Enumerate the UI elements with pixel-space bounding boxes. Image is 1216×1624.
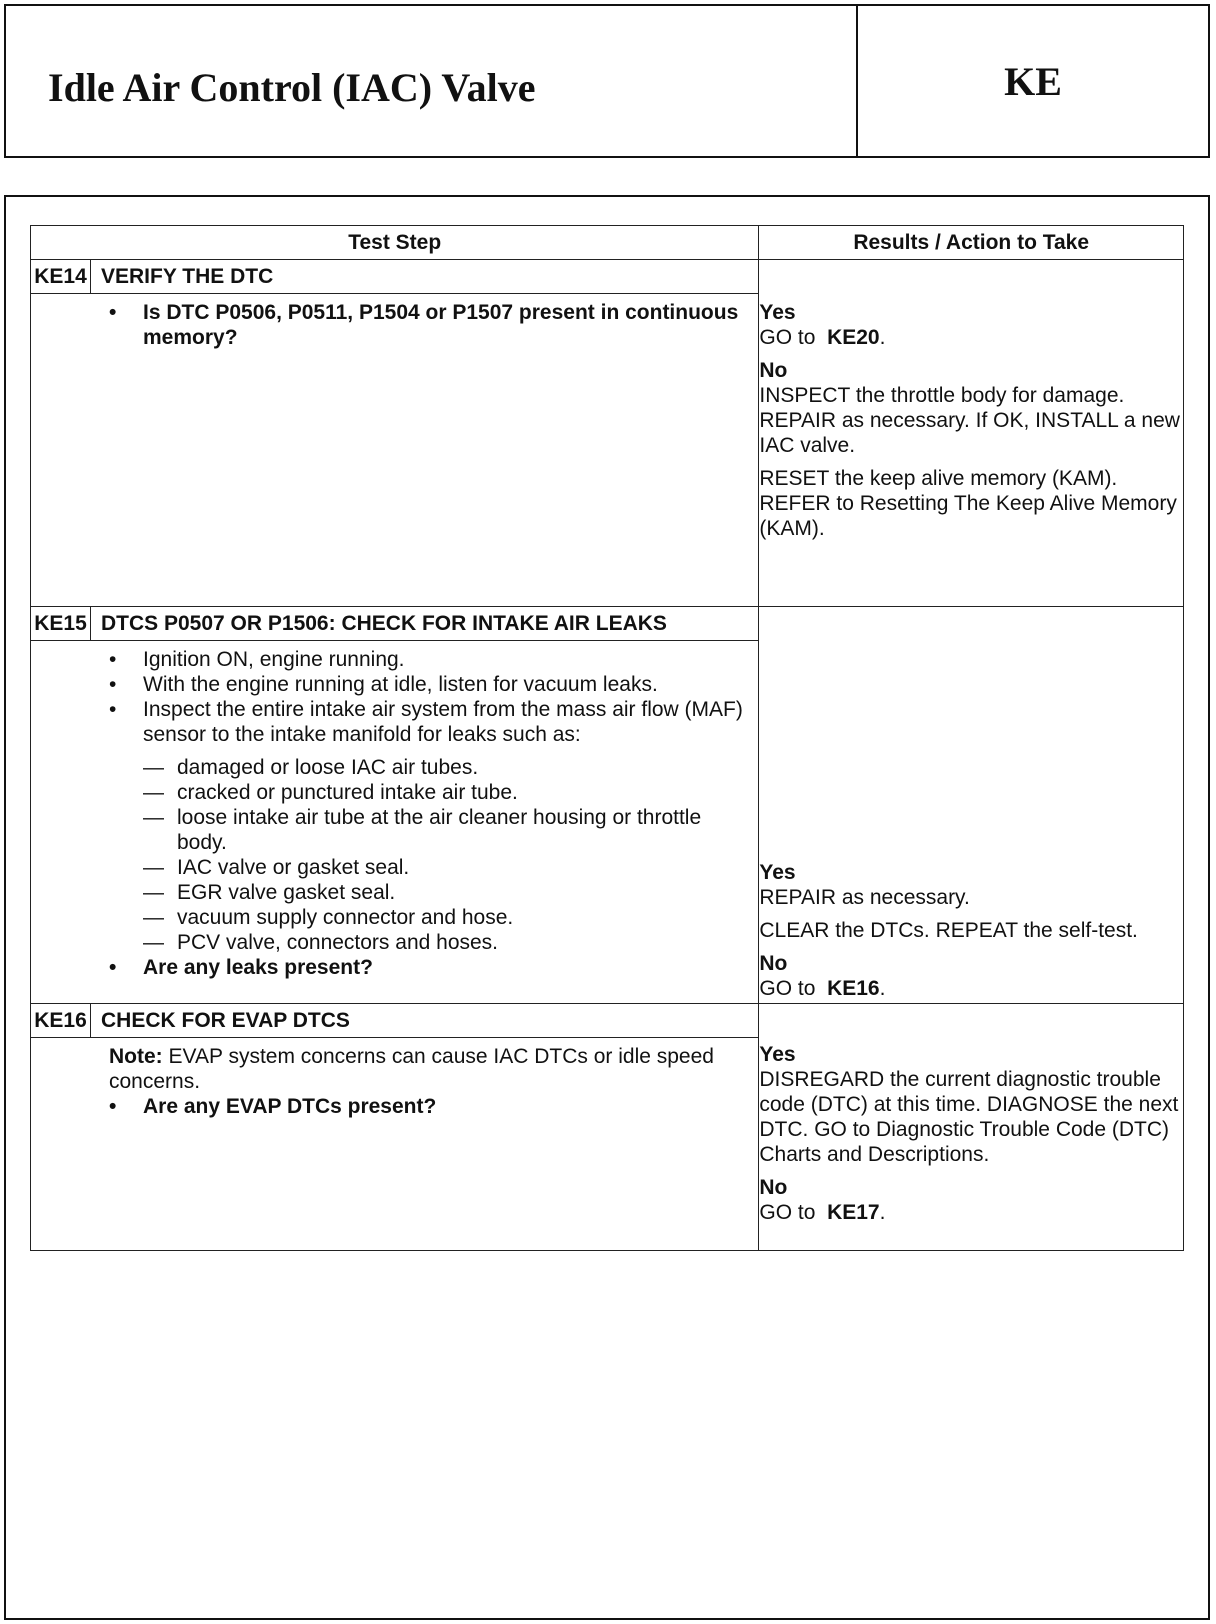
question: • Is DTC P0506, P0511, P1504 or P1507 present in continuous memory? [109,300,748,350]
yes-label: Yes [759,861,796,884]
col-test-step: Test Step [31,226,759,260]
result-cell-ke16: Yes DISREGARD the current diagnostic trouble code (DTC) at this time. DIAGNOSE the next DTC. GO to Diagnostic Trouble Code (DTC) Charts and Descriptions. No GO to KE17. [759,1004,1184,1251]
no-text: GO to [759,977,816,1000]
list-item: — IAC valve or gasket seal. [143,855,748,880]
list-item: — cracked or punctured intake air tube. [143,780,748,805]
list-item: • With the engine running at idle, listen for vacuum leaks. [109,672,748,697]
yes-text: REPAIR as necessary. [759,886,970,909]
yes-text-2: CLEAR the DTCs. REPEAT the self-test. [759,919,1138,942]
yes-text: GO to [759,326,816,349]
question: • Are any EVAP DTCs present? [109,1094,748,1119]
no-label: No [759,359,788,382]
list-item: • Inspect the entire intake air system from the mass air flow (MAF) sensor to the intake manifold for leaks such as: [109,697,748,747]
step-cell-ke15 [31,607,759,1004]
yes-text: DISREGARD the current diagnostic trouble code (DTC) at this time. DIAGNOSE the next DTC. GO to Diagnostic Trouble Code (DTC) Charts and Descriptions. [759,1068,1179,1166]
table-row [31,260,1184,607]
table-row [31,607,1184,1004]
table-row [31,1004,1184,1251]
list-item: — damaged or loose IAC air tubes. [143,755,748,780]
note-label: Note: [109,1045,163,1068]
step-cell-ke16 [31,1004,759,1251]
no-text: INSPECT the throttle body for damage. REPAIR as necessary. If OK, INSTALL a new IAC valve. [759,384,1180,457]
list-item: — EGR valve gasket seal. [143,880,748,905]
step-body [31,641,758,984]
step-body [31,294,758,354]
page-title: Idle Air Control (IAC) Valve [48,65,536,110]
no-text: GO to [759,1201,816,1224]
list-item: — vacuum supply connector and hose. [143,905,748,930]
no-ref: KE17 [827,1201,880,1224]
no-label: No [759,1176,788,1199]
step-id: KE16 [31,1004,91,1037]
yes-label: Yes [759,301,796,324]
list-item: • Ignition ON, engine running. [109,647,748,672]
step-header [31,1004,758,1038]
step-title: DTCS P0507 OR P1506: CHECK FOR INTAKE AIR LEAKS [101,612,667,635]
table-header-row [31,226,1184,260]
result-cell-ke14: Yes GO to KE20. No INSPECT the throttle body for damage. REPAIR as necessary. If OK, INSTALL a new IAC valve. RESET the keep alive memory (KAM). REFER to Resetting The Keep Alive Memory (KAM). [759,260,1184,607]
col-results: Results / Action to Take [759,226,1184,260]
step-id: KE14 [31,260,91,293]
step-cell-ke14 [31,260,759,607]
note-text: EVAP system concerns can cause IAC DTCs or idle speed concerns. [109,1045,714,1093]
note [109,1044,748,1094]
step-body [31,1038,758,1123]
step-id: KE15 [31,607,91,640]
result-cell-ke15: Yes REPAIR as necessary. CLEAR the DTCs. REPEAT the self-test. No GO to KE16. [759,607,1184,1004]
section-code: KE [1004,58,1062,104]
yes-ref: KE20 [827,326,880,349]
header-box [4,4,1210,158]
list-item: — loose intake air tube at the air cleaner housing or throttle body. [143,805,748,855]
no-label: No [759,952,788,975]
step-title: CHECK FOR EVAP DTCS [101,1009,350,1032]
no-text-2: RESET the keep alive memory (KAM). REFER to Resetting The Keep Alive Memory (KAM). [759,467,1177,540]
yes-label: Yes [759,1043,796,1066]
no-ref: KE16 [827,977,880,1000]
step-header [31,607,758,641]
question: • Are any leaks present? [109,955,748,980]
list-item: — PCV valve, connectors and hoses. [143,930,748,955]
diagnostic-table [30,225,1184,1251]
step-header [31,260,758,294]
step-title: VERIFY THE DTC [101,265,274,288]
